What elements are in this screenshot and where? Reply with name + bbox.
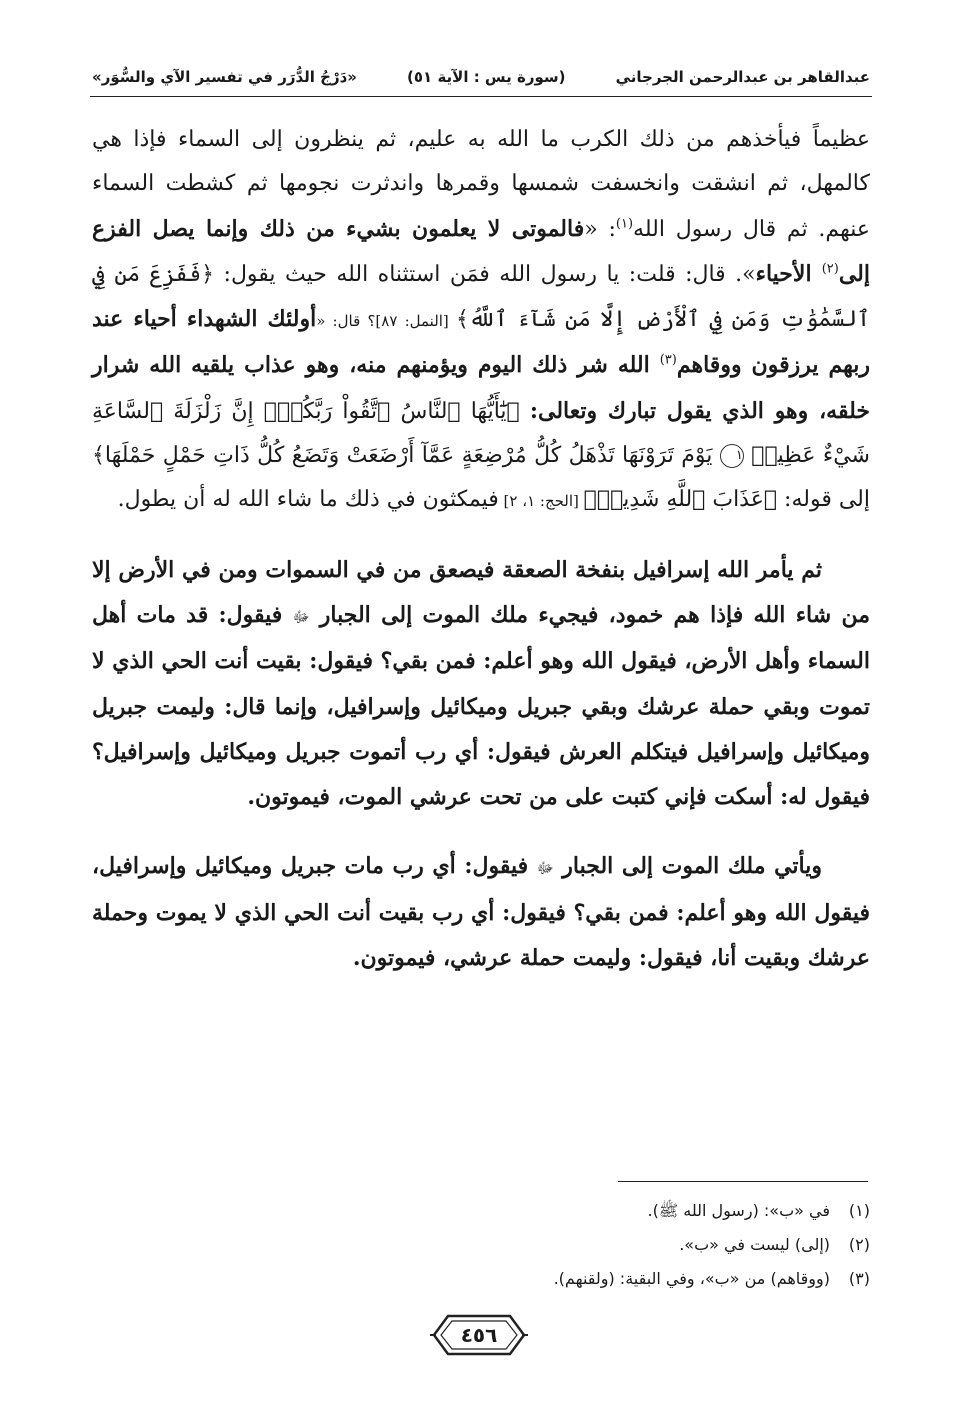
header-surah-reference: (سورة يس : الآية ٥١) bbox=[407, 68, 566, 86]
header-divider bbox=[90, 96, 872, 97]
paragraph-3 bbox=[92, 844, 870, 981]
footnote-text: (ووقاهم) من «ب»، وفي البقية: (ولقنهم). bbox=[553, 1269, 830, 1288]
bold-text: فيقول: قد مات أهل السماء وأهل الأرض، فيقول الله وهو أعلم: فمن بقي؟ فيقول: بقيت أنت الحي الذي لا تموت وبقي حملة عرشك وبقي جبريل وميكائيل وإسرافيل، وإنما قال: وليمت جبريل وميكائيل وإسرافيل فيتكلم العرش فيقول: أي رب أتموت جبريل وميكائيل وإسرافيل؟ فيقول له: أسكت فإني كتبت على من تحت عرشي الموت، فيموتون. bbox=[92, 601, 870, 811]
bold-text: فالموتى لا يعلمون بشيء من ذلك وإنما يصل الفزع إلى bbox=[92, 215, 870, 287]
quran-verse: ﴿عَذَابَ ٱللَّهِ شَدِيدٞ﴾ bbox=[583, 487, 778, 513]
header-author: عبدالقاهر بن عبدالرحمن الجرجاني bbox=[615, 68, 870, 86]
quran-verse: ﴿يَٰٓأَيُّهَا ٱلنَّاسُ ٱتَّقُواْ رَبَّكُمْۚ إِنَّ زَلْزَلَةَ ٱلسَّاعَةِ شَيْءٌ عَظِيمٞ bbox=[92, 398, 870, 469]
verse-reference: [الحج: ١، ٢] bbox=[498, 492, 584, 511]
body-text: إلى قوله: bbox=[777, 487, 870, 513]
footnote-number: (٣) bbox=[848, 1269, 870, 1288]
honorific-glyph: ﷻ bbox=[292, 607, 310, 626]
footnote-divider bbox=[618, 1181, 868, 1182]
bold-text: ثم يأمر الله إسرافيل بنفخة الصعقة فيصعق من في السموات ومن في الأرض إلا من شاء الله فإذا هم خمود، فيجيء ملك الموت إلى الجبار bbox=[92, 556, 870, 628]
footnotes bbox=[300, 1194, 870, 1296]
bold-text: الله شر ذلك اليوم ويؤمنهم منه، وهو عذاب يلقيه الله شرار خلقه، وهو الذي يقول تبارك وتعالى: bbox=[92, 352, 870, 424]
ayah-number-icon: ١ bbox=[720, 444, 744, 468]
page-number: ٤٥٦ bbox=[460, 1323, 498, 1347]
footnote-1 bbox=[300, 1194, 870, 1228]
paragraph-2 bbox=[92, 548, 870, 821]
bold-text: ويأتي ملك الموت إلى الجبار bbox=[553, 853, 822, 880]
main-text bbox=[92, 118, 870, 981]
bold-text: الأحياء bbox=[755, 260, 822, 287]
footnote-text: في «ب»: (رسول الله ﷺ). bbox=[647, 1201, 830, 1220]
header-book-title: «دَرْجُ الدُّرَر في تفسير الآي والسُّوَر» bbox=[92, 68, 357, 86]
footnote-text: (إلى) ليست في «ب». bbox=[679, 1235, 830, 1254]
footnote-2 bbox=[300, 1228, 870, 1262]
footnote-3 bbox=[300, 1262, 870, 1296]
verse-reference: [النمل: ٨٧]؟ قال: « bbox=[316, 312, 456, 331]
body-text: : « bbox=[584, 216, 616, 242]
footnote-number: (١) bbox=[848, 1201, 870, 1220]
honorific-glyph: ﷻ bbox=[536, 859, 554, 878]
footnote-marker: (١) bbox=[615, 216, 634, 232]
body-text: فيمكثون في ذلك ما شاء الله له أن يطول. bbox=[117, 487, 499, 513]
bold-text: فيقول: أي رب مات جبريل وميكائيل وإسرافيل، فيقول الله وهو أعلم: فمن بقي؟ فيقول: أي رب بقيت أنت الحي الذي لا يموت وحملة عرشك وبقيت أنا، فيقول: وليمت حملة عرشي، فيموتون. bbox=[92, 853, 870, 972]
body-text: ». قال: قلت: يا رسول الله فمَن استثناه الله حيث يقول: bbox=[214, 261, 756, 287]
body-text: عظيماً فيأخذهم من ذلك الكرب ما الله به عليم، ثم ينظرون إلى السماء فإذا هي كالمهل، ثم انشقت وانخسفت شمسها وقمرها واندثرت نجومها ثم كشطت السماء عنهم. ثم قال رسول الله bbox=[92, 127, 870, 242]
page-number-ornament bbox=[430, 1312, 528, 1358]
running-header bbox=[92, 62, 870, 92]
bold-text: أولئك الشهداء أحياء عند ربهم يرزقون ووقاهم bbox=[92, 306, 871, 379]
quran-verse: يَوْمَ تَرَوْنَهَا تَذْهَلُ كُلُّ مُرْضِعَةٍ عَمَّآ أَرْضَعَتْ وَتَضَعُ كُلُّ ذَاتِ حَمْلٍ حَمْلَهَا﴾ bbox=[92, 443, 720, 469]
footnote-marker: (٣) bbox=[659, 353, 677, 369]
paragraph-1 bbox=[92, 118, 870, 524]
footnote-number: (٢) bbox=[848, 1235, 870, 1254]
quran-verse: ﴿فَفَزِعَ مَن فِي ٱلسَّمَٰوَٰتِ وَمَن فِي ٱلْأَرْضِ إِلَّا مَن شَآءَ ٱللَّهُ﴾ bbox=[92, 261, 870, 333]
footnote-marker: (٢) bbox=[821, 261, 839, 277]
